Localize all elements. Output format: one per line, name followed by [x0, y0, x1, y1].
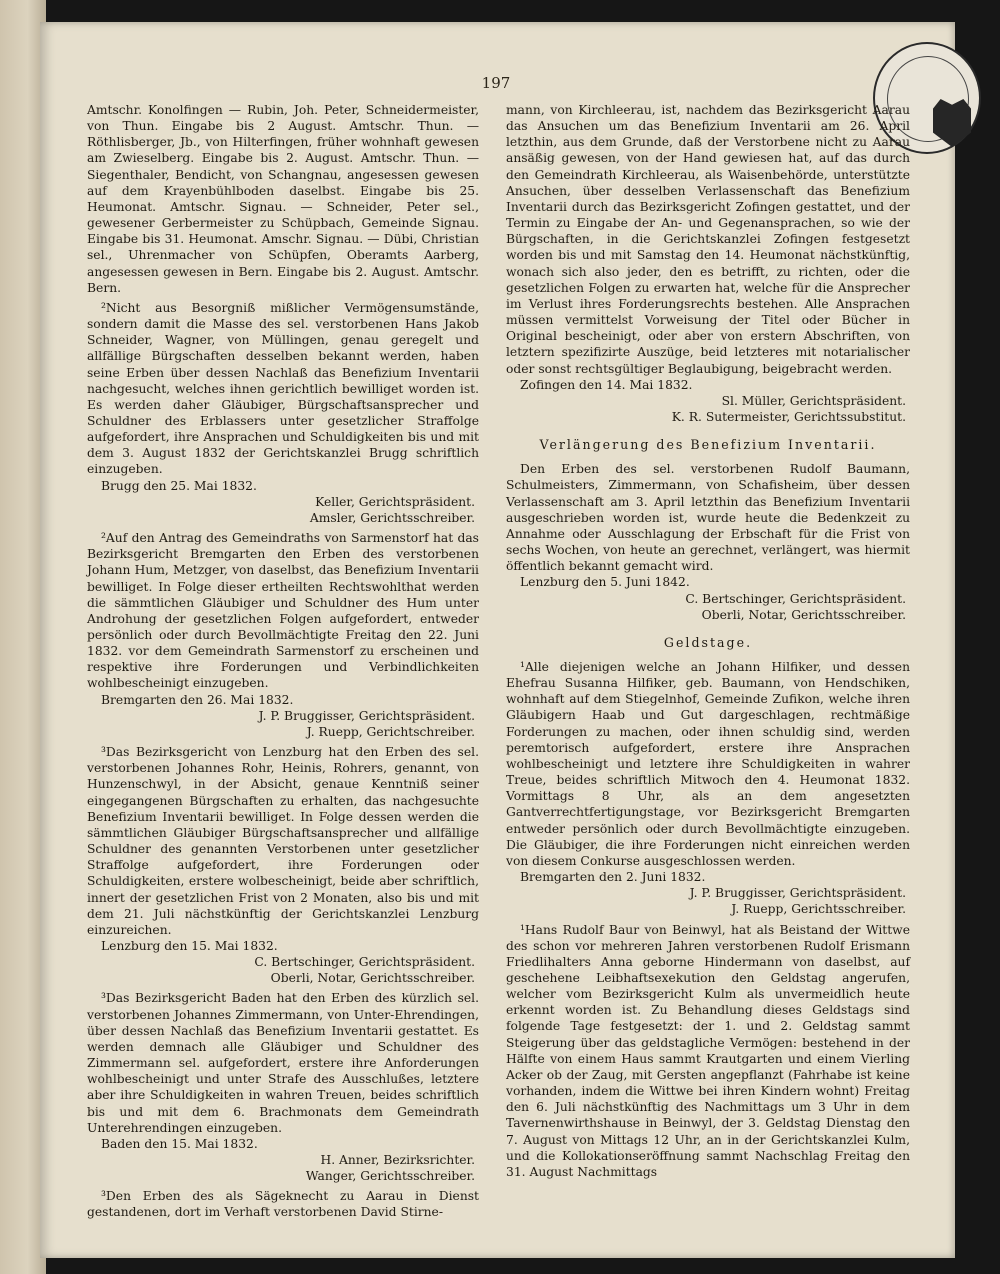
signature: K. R. Sutermeister, Gerichtssubstitut. [671, 409, 906, 424]
notice-paragraph: ³Den Erben des als Sägeknecht zu Aarau in Dienst gestandenen, dort im Verhaft verstorbenen David Stirne- [87, 1189, 479, 1220]
dateline: Zofingen den 14. Mai 1832. [520, 377, 693, 392]
notice-paragraph: ³Das Bezirksgericht Baden hat den Erben des kürzlich sel. verstorbenen Johannes Zimmermann, von Unter-Ehrendingen, über dessen Nachlaß das Benefizium Inventarii gestattet. Es werden demnach alle Gläubiger und Schuldner des Zimmermann sel. aufgefordert, erstere ihre Anforderungen wohlbescheinigt und unter Strafe des Ausschlußes, letztere aber ihre Schuldigkeiten in wahren Treuen, beides schriftlich bis und mit dem 6. Brachmonats dem Gemeindrath Unterehrendingen einzugeben. [87, 991, 479, 1135]
right-column [506, 102, 910, 1184]
section-heading: Verlängerung des Benefizium Inventarii. [539, 437, 877, 453]
notice [87, 102, 479, 296]
notice-paragraph: mann, von Kirchleerau, ist, nachdem das Bezirksgericht Aarau das Ansuchen um das Benefizium Inventarii am 26. April letzthin, aus dem Grunde, daß der Verstorbene nicht zu Aarau ansäßig gewesen, von der Hand gewiesen hat, auf das durch den Gemeindrath Kirchleerau, als Waisenbehörde, unterstützte Ansuchen, über desselben Verlassenschaft das Benefizium Inventarii durch das Bezirksgericht Zofingen gestattet, und der Termin zu Eingabe der An- und Gegenansprachen, so wie der Bürgschaften, in die Gerichtskanzlei Zofingen festgesetzt worden bis und mit Samstag den 14. Heumonat nächstkünftig, wonach sich also jeder, den es betrifft, zu richten, oder die gesetzlichen Folgen zu erwarten hat, welche für die Ansprecher im Verlust ihres Forderungsrechts bestehen. Alle Ansprachen müssen vermittelst Vorweisung der Titel oder Bücher in Original bescheinigt, oder aber von erstern Abschriften, von letztern spezifizirte Auszüge, beid letzteres mit notarialischer oder sonst rechtsgültiger Beglaubigung, beigebracht werden. [506, 103, 910, 376]
signature: C. Bertschinger, Gerichtspräsident. [685, 591, 906, 606]
dateline: Lenzburg den 5. Juni 1842. [520, 575, 690, 590]
signature: Amsler, Gerichtsschreiber. [309, 510, 475, 525]
notice-paragraph: ¹Alle diejenigen welche an Johann Hilfiker, und dessen Ehefrau Susanna Hilfiker, geb. Baumann, von Hendschiken, wohnhaft auf dem Stiegelnhof, Gemeinde Zufikon, welche ihren Gläubigern Haab und Gut dargeschlagen, rechtmäßige Forderungen zu machen, oder ihnen schuldig sind, werden peremtorisch aufgefordert, erstere ihre Ansprachen wohlbescheinigt und letztere ihre Schuldigkeiten in wahrer Treue, beides schriftlich Mitwoch den 4. Heumonat 1832. Vormittags 8 Uhr, als an dem angesetzten Gantverrechtfertigungstage, vor Bezirksgericht Bremgarten entweder persönlich oder durch Bevollmächtigte einzugeben. Die Gläubiger, die ihre Forderungen nicht einreichen werden von diesem Conkurse ausgeschlossen werden. [506, 660, 910, 868]
notice-paragraph: ²Auf den Antrag des Gemeindraths von Sarmenstorf hat das Bezirksgericht Bremgarten den Erben des verstorbenen Johann Hum, Metzger, von daselbst, das Benefizium Inventarii bewilliget. In Folge dieser ertheilten Rechtswohlthat werden die sämmtlichen Gläubiger und Schuldner des Hum unter Androhung der gesetzlichen Folgen aufgefordert, entweder persönlich oder durch Bevollmächtigte Freitag den 22. Juni 1832. vor dem Gemeindrath Sarmenstorf zu erscheinen und respektive ihre Forderungen und Verbindlichkeiten wohlbescheinigt einzugeben. [87, 531, 479, 691]
dateline: Bremgarten den 2. Juni 1832. [520, 870, 706, 885]
notice-paragraph: ¹Hans Rudolf Baur von Beinwyl, hat als Beistand der Wittwe des schon vor mehreren Jahren verstorbenen Rudolf Erismann Friedlihalters Anna geborne Hindermann von daselbst, auf geschehene Leibhaftsexekution den Geldstag angerufen, welcher vom Bezirksgericht Kulm als unvermeidlich heute erkennt worden ist. Zu Behandlung dieses Geldstags sind folgende Tage festgesetzt: der 1. und 2. Geldstag sammt Steigerung über das geldstagliche Vermögen: bestehend in der Hälfte von einem Haus sammt Krautgarten und einem Vierling Acker ob der Zaug, mit Gersten angepflanzt (Fahrhabe ist keine vorhanden, indem die Wittwe bei ihren Kindern wohnt) Freitag den 6. Juli nächstkünftig des Nachmittags um 3 Uhr in dem Tavernenwirthshause in Beinwyl, der 3. Geldstag Dienstag den 7. August von Mittags 12 Uhr, an in der Gerichtskanzlei Kulm, und die Kollokationseröffnung sammt Nachschlag Freitag den 31. August Nachmittags [506, 922, 910, 1179]
notice [506, 635, 910, 918]
notice-paragraph: ²Nicht aus Besorgniß mißlicher Vermögensumstände, sondern damit die Masse des sel. verstorbenen Hans Jakob Schneider, Wagner, von Müllingen, genau geregelt und allfällige Bürgschaften desselben bekannt werden, haben seine Erben über dessen Nachlaß das Benefizium Inventarii nachgesucht, welches ihnen gerichtlich bewilliget worden ist. Es werden daher Gläubiger, Bürgschaftsansprecher und Schuldner des Erblassers unter gesetzlicher Straffolge aufgefordert, ihre Ansprachen und Schuldigkeiten bis und mit dem 3. August 1832 der Gerichtskanzlei Brugg schriftlich einzugeben. [87, 300, 479, 477]
notice-paragraph: Amtschr. Konolfingen — Rubin, Joh. Peter, Schneidermeister, von Thun. Eingabe bis 2 August. Amtschr. Thun. — Röthlisberger, Jb., von Hilterfingen, früher wohnhaft gewesen am Zwieselberg. Eingabe bis 2. August. Amtschr. Thun. — Siegenthaler, Bendicht, von Schangnau, angesessen gewesen auf dem Krayenbühlboden daselbst. Eingabe bis 25. Heumonat. Amtschr. Signau. — Schneider, Peter sel., gewesener Gerbermeister zu Schüpbach, Gemeinde Signau. Eingabe bis 31. Heumonat. Amschr. Signau. — Dübi, Christian sel., Uhrenmacher von Schüpfen, Oberamts Aarberg, angesessen gewesen in Bern. Eingabe bis 2. August. Amtschr. Bern. [87, 103, 479, 295]
notice [87, 300, 479, 526]
dateline: Baden den 15. Mai 1832. [101, 1136, 258, 1151]
signature: C. Bertschinger, Gerichtspräsident. [254, 955, 475, 970]
left-column [87, 102, 479, 1225]
signature: Oberli, Notar, Gerichtsschreiber. [701, 607, 906, 622]
signature: H. Anner, Bezirksrichter. [320, 1153, 475, 1167]
notice [87, 744, 479, 986]
notice-paragraph: Den Erben des sel. verstorbenen Rudolf Baumann, Schulmeisters, Zimmermann, von Schafisheim, über dessen Verlassenschaft am 3. April letzthin das Benefizium Inventarii ausgeschrieben worden ist, wurde heute die Bedenkzeit zu Annahme oder Ausschlagung der Erbschaft für die Frist von sechs Wochen, von heute an gerechnet, verlängert, was hiermit öffentlich bekannt gemacht wird. [506, 462, 910, 574]
notice [87, 1188, 479, 1220]
notice [506, 437, 910, 623]
notice [506, 102, 910, 425]
signature: Oberli, Notar, Gerichtsschreiber. [270, 971, 475, 986]
signature: J. P. Bruggisser, Gerichtspräsident. [258, 708, 475, 723]
signature: Sl. Müller, Gerichtspräsident. [721, 393, 906, 408]
signature: Keller, Gerichtspräsident. [315, 494, 475, 509]
dateline: Bremgarten den 26. Mai 1832. [101, 692, 294, 707]
notice [506, 922, 910, 1181]
notice [87, 530, 479, 740]
signature: Wanger, Gerichtsschreiber. [305, 1169, 475, 1184]
dateline: Brugg den 25. Mai 1832. [101, 478, 257, 493]
dateline: Lenzburg den 15. Mai 1832. [101, 938, 278, 953]
section-heading: Geldstage. [663, 634, 753, 650]
signature: J. P. Bruggisser, Gerichtspräsident. [689, 886, 906, 901]
signature: J. Ruepp, Gerichtsschreiber. [731, 902, 906, 917]
notice [87, 990, 479, 1184]
notice-paragraph: ³Das Bezirksgericht von Lenzburg hat den Erben des sel. verstorbenen Johannes Rohr, Heinis, Rohrers, genannt, von Hunzenschwyl, in der Absicht, genaue Kenntniß seiner eingegangenen Bürgschaften zu erhalten, das nachgesuchte Benefizium Inventarii bewilliget. In Folge dessen werden die sämmtlichen Gläubiger Bürgschaftsansprecher und allfällige Schuldner des genannten Verstorbenen unter gesetzlicher Straffolge aufgefordert, ihre Forderungen oder Schuldigkeiten, erstere wolbescheinigt, beide aber schriftlich, innert der gesetzlichen Frist von 2 Monaten, also bis und mit dem 21. Juli nächstkünftig der Gerichtskanzlei Lenzburg einzureichen. [87, 745, 479, 937]
page-number: 197 [481, 74, 511, 92]
signature: J. Ruepp, Gerichtschreiber. [306, 724, 475, 739]
